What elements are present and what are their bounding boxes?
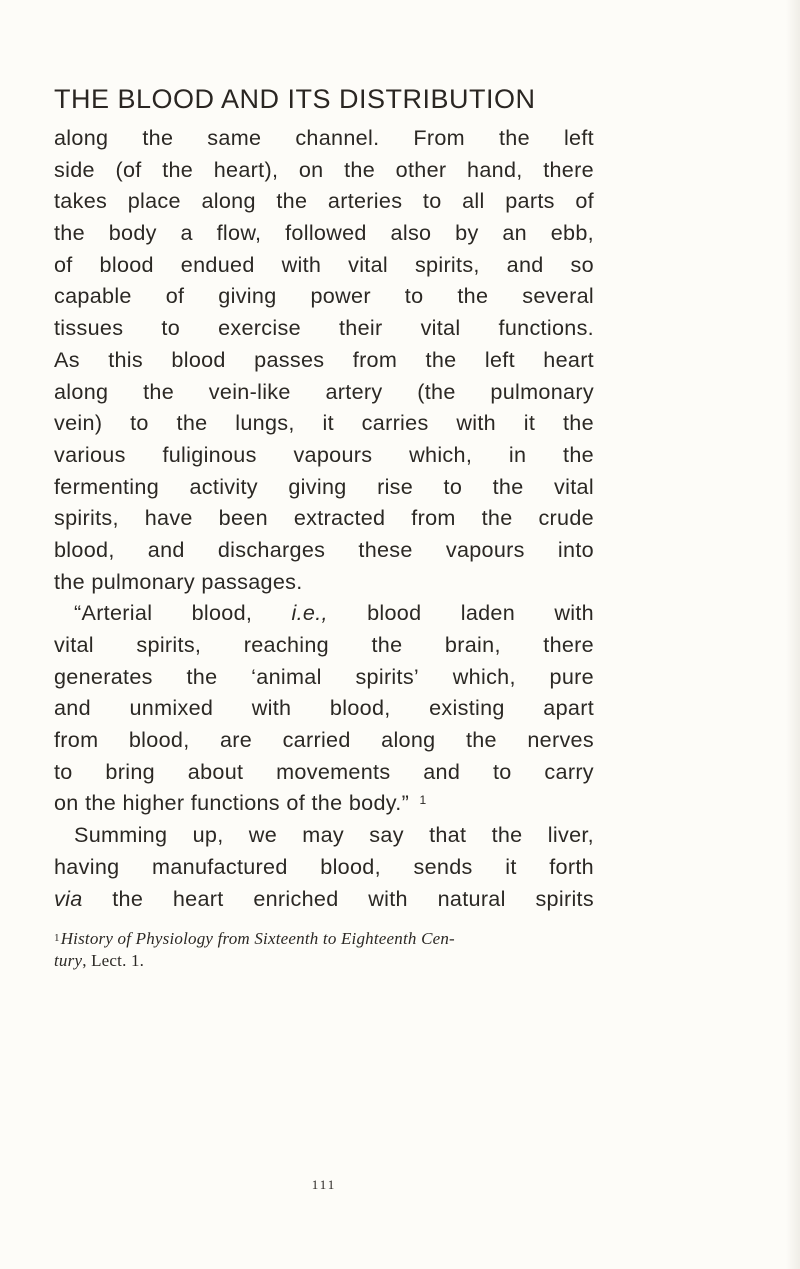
footnote-marker: 1 (54, 932, 60, 945)
word: vapours (445, 536, 525, 562)
text-line (54, 217, 594, 249)
word: the (276, 188, 308, 214)
word: of (575, 188, 594, 214)
text-line (54, 851, 594, 883)
word: on (54, 790, 79, 816)
word: artery (325, 378, 383, 404)
word: to (443, 473, 463, 499)
word: there (543, 156, 594, 182)
word: the (492, 473, 524, 499)
text-line (54, 629, 594, 661)
word: Summing (74, 822, 168, 848)
text-line (54, 122, 594, 154)
word: left (563, 125, 594, 150)
word: spirits, (54, 505, 119, 531)
word: ebb, (550, 220, 594, 246)
word: the (176, 410, 208, 436)
word: of (286, 790, 305, 816)
word: in (508, 441, 527, 467)
footnote-title-line-1: History of Physiology from Sixteenth to Eighteenth Cen- (60, 929, 455, 949)
word: brain, (444, 632, 501, 657)
word: from (352, 346, 398, 372)
word: blood, (128, 727, 190, 753)
text-line (54, 439, 594, 471)
word: vein) (54, 410, 103, 436)
word: extracted (293, 505, 386, 531)
footnote-title-line-2: tury (54, 951, 83, 971)
word: As (54, 346, 80, 372)
word: about (187, 758, 244, 784)
word: are (219, 727, 253, 753)
word: flow, (216, 220, 262, 246)
word: with (456, 410, 496, 436)
word: that (429, 822, 467, 848)
word: heart (172, 885, 224, 911)
word: enriched (253, 885, 339, 911)
body-text (54, 122, 594, 914)
word: vapours (293, 441, 373, 467)
word: say (369, 822, 404, 848)
running-head: THE BLOOD AND ITS DISTRIBUTION (54, 84, 536, 114)
word: vital (54, 632, 94, 657)
word: reaching (243, 632, 329, 657)
text-line (54, 344, 594, 376)
text-line (54, 566, 594, 598)
word: blood, (191, 600, 253, 626)
word: heart), (213, 156, 279, 182)
word: liver, (547, 822, 594, 848)
word: may (302, 822, 344, 848)
word: to (493, 758, 512, 784)
word: blood (99, 251, 154, 277)
word: the (54, 220, 85, 246)
word: discharges (217, 536, 326, 562)
word: and (147, 536, 185, 562)
text-line (54, 502, 594, 534)
text-line (54, 724, 594, 756)
text-line (54, 471, 594, 503)
word: with (368, 885, 408, 911)
word: into (557, 536, 594, 562)
word: so (570, 251, 594, 277)
word: passages. (201, 568, 303, 594)
word: blood, (320, 853, 381, 879)
word: left (484, 346, 515, 372)
word: a (180, 220, 193, 246)
text-line (54, 154, 594, 186)
word: blood (171, 346, 226, 372)
word: bring (105, 758, 155, 784)
word: spirits’ (355, 663, 420, 689)
word: pulmonary (91, 568, 195, 594)
word: body.” (348, 790, 410, 816)
word: power (310, 283, 371, 309)
word: the (186, 663, 218, 689)
text-line (54, 407, 594, 439)
word: the (562, 410, 594, 436)
word: with (281, 251, 322, 277)
footnote-line-1 (54, 928, 594, 950)
word: spirits, (136, 632, 202, 657)
word: fuliginous (162, 441, 257, 467)
text-line (54, 756, 594, 788)
word: spirits, (414, 251, 480, 277)
word: blood, (329, 695, 391, 721)
word: by (455, 220, 479, 246)
word: forth (549, 853, 594, 879)
word: the (311, 790, 343, 816)
word: to (161, 315, 180, 341)
word: and (54, 695, 91, 721)
word: takes (54, 188, 108, 214)
word: been (218, 505, 268, 531)
word: functions (190, 790, 280, 816)
word: to (130, 410, 149, 436)
word: movements (276, 758, 391, 784)
word: rise (377, 473, 414, 499)
word: also (390, 220, 432, 246)
text-line (54, 534, 594, 566)
word: higher (122, 790, 185, 816)
text-line (54, 883, 594, 915)
word: (the (417, 378, 456, 404)
word: and (506, 251, 544, 277)
word: From (413, 125, 465, 150)
word: vital (420, 315, 461, 341)
word: along (381, 727, 436, 753)
word: blood, (54, 536, 115, 562)
word: manufactured (152, 853, 288, 879)
word: the (371, 632, 403, 657)
word: the (143, 378, 175, 404)
text-line (54, 185, 594, 217)
word: same (207, 125, 262, 150)
word: carry (544, 758, 594, 784)
word: “Arterial (74, 600, 153, 626)
word: followed (285, 220, 367, 246)
word: it (505, 853, 517, 879)
word: i.e., (291, 600, 328, 626)
word: side (54, 156, 95, 182)
word: existing (429, 695, 505, 721)
word: the (499, 125, 530, 150)
word: along (54, 125, 109, 150)
word: along (201, 188, 256, 214)
word: fermenting (54, 473, 160, 499)
word: unmixed (129, 695, 214, 721)
word: passes (254, 346, 325, 372)
word: up, (192, 822, 224, 848)
word: the (457, 283, 489, 309)
word: the (465, 727, 497, 753)
word: these (358, 536, 413, 562)
word: laden (460, 600, 516, 626)
word: other (395, 156, 447, 182)
word: it (322, 410, 334, 436)
word: vital (554, 473, 594, 499)
word: arteries (327, 188, 403, 214)
word: it (523, 410, 536, 436)
word: we (248, 822, 278, 848)
word: tissues (54, 315, 124, 341)
word: giving (288, 473, 347, 499)
word: parts (505, 188, 555, 214)
footnote-rest: , Lect. 1. (82, 951, 145, 971)
text-line (54, 249, 594, 281)
word: from (411, 505, 456, 531)
text-block (54, 82, 594, 1192)
word: of (165, 283, 185, 309)
word: apart (543, 695, 594, 721)
word: to (54, 758, 73, 784)
word: pulmonary (490, 378, 594, 404)
word: of (54, 251, 73, 277)
word: hand, (467, 156, 523, 182)
word: crude (538, 505, 594, 531)
text-line (54, 787, 594, 819)
word: which, (409, 441, 473, 467)
word: the (491, 822, 523, 848)
word: this (108, 346, 144, 372)
word: an (502, 220, 527, 246)
word: various (54, 441, 126, 467)
word: via (54, 885, 83, 911)
word: generates (54, 663, 153, 689)
word: carries (361, 410, 429, 436)
word: (of (115, 156, 142, 182)
word: nerves (527, 727, 594, 753)
gutter-shade (786, 0, 800, 1269)
text-line (54, 312, 594, 344)
text-line (54, 692, 594, 724)
word: several (522, 283, 594, 309)
word: have (144, 505, 193, 531)
word: the (425, 346, 457, 372)
word: which, (452, 663, 516, 689)
footnote-reference: 1 (419, 793, 427, 808)
word: pure (549, 663, 594, 689)
word: along (54, 378, 109, 404)
word: ‘animal (251, 663, 322, 689)
word: the (142, 125, 174, 150)
text-line (54, 280, 594, 312)
word: vital (348, 251, 389, 277)
page-number: 111 (311, 1177, 337, 1192)
word: blood (367, 600, 422, 626)
word: to (404, 283, 424, 309)
footnote (54, 928, 594, 972)
word: the (54, 568, 85, 594)
word: the (563, 441, 594, 467)
word: functions. (498, 315, 594, 341)
text-line (54, 597, 594, 629)
word: their (338, 315, 383, 341)
word: the (162, 156, 194, 182)
word: exercise (218, 315, 301, 341)
word: place (127, 188, 181, 214)
word: with (251, 695, 292, 721)
word: all (462, 188, 485, 214)
word: capable (54, 283, 132, 309)
text-line (54, 661, 594, 693)
word: the (112, 885, 144, 911)
word: giving (218, 283, 277, 309)
word: activity (189, 473, 258, 499)
word: spirits (535, 885, 594, 911)
word: the (85, 790, 117, 816)
footnote-line-2 (54, 950, 594, 972)
word: vein-like (208, 378, 291, 404)
word: with (554, 600, 594, 626)
text-line (54, 376, 594, 408)
word: there (543, 632, 594, 657)
word: carried (282, 727, 351, 753)
word: on (298, 156, 324, 182)
word: to (422, 188, 442, 214)
word: the (481, 505, 513, 531)
word: the (344, 156, 376, 182)
word: having (54, 853, 120, 879)
word: heart (543, 346, 594, 372)
word: and (423, 758, 461, 784)
text-line (54, 819, 594, 851)
word: channel. (295, 125, 380, 150)
word: natural (437, 885, 506, 911)
word: body (108, 220, 157, 246)
word: endued (180, 251, 255, 277)
word: from (54, 727, 99, 753)
word: sends (413, 853, 473, 879)
word: lungs, (235, 410, 295, 436)
